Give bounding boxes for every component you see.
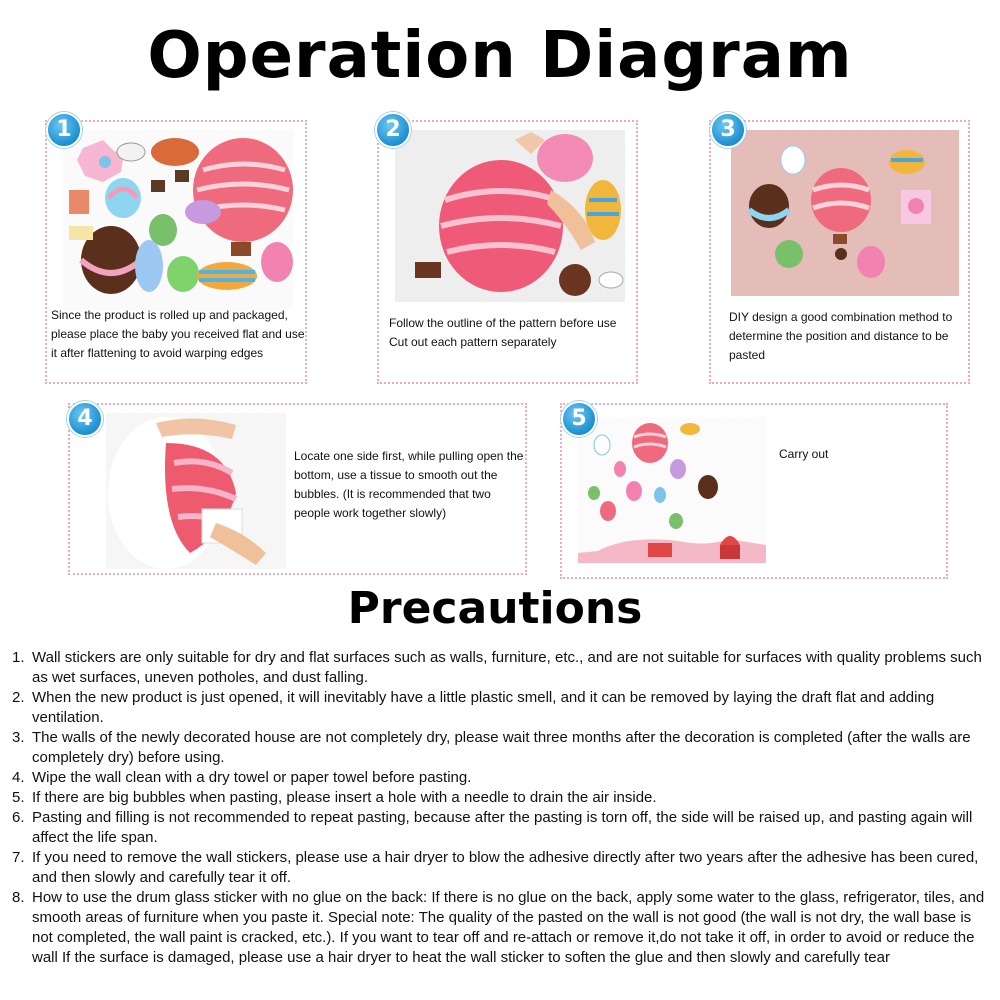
precaution-item	[12, 888, 996, 968]
page-title: Operation Diagram	[147, 19, 853, 93]
precaution-text: When the new product is just opened, it will inevitably have a little plastic smell, and it can be removed by laying the draft flat and adding ventilation.	[32, 689, 935, 726]
precaution-text: If there are big bubbles when pasting, please insert a hole with a needle to drain the air inside.	[32, 789, 657, 806]
precaution-item	[12, 688, 996, 728]
step-5-text: Carry out	[779, 447, 829, 461]
precaution-number: 1.	[12, 649, 25, 666]
precaution-item	[12, 808, 996, 848]
precaution-item	[12, 788, 996, 808]
step-2-text: Follow the outline of the pattern before use Cut out each pattern separately	[389, 316, 617, 349]
step-4-text: Locate one side first, while pulling open the bottom, use a tissue to smooth out the bubbles. (It is recommended that two people work together slowly)	[294, 449, 524, 520]
step-5-photo	[578, 417, 766, 563]
precaution-number: 8.	[12, 889, 25, 906]
step-5-panel	[560, 403, 948, 579]
precaution-number: 4.	[12, 769, 25, 786]
step-5-badge: 5	[561, 401, 597, 437]
step-3-badge: 3	[710, 112, 746, 148]
step-3-panel	[709, 117, 970, 384]
step-1-photo	[63, 130, 293, 310]
step-4-panel	[68, 403, 527, 575]
precautions-title: Precautions	[347, 583, 643, 634]
step-1-panel	[45, 117, 307, 384]
precaution-number: 2.	[12, 689, 25, 706]
precaution-number: 6.	[12, 809, 25, 826]
step-2-panel	[377, 117, 638, 384]
step-1-text: Since the product is rolled up and packaged, please place the baby you received flat and use it after flattening to avoid warping edges	[51, 308, 305, 360]
step-1-badge: 1	[46, 112, 82, 148]
precaution-number: 7.	[12, 849, 25, 866]
precautions-list	[12, 648, 996, 968]
precaution-text: If you need to remove the wall stickers, please use a hair dryer to blow the adhesive directly after two years after the adhesive has been cured, and then slowly and carefully tear it off.	[32, 849, 979, 886]
precaution-text: How to use the drum glass sticker with no glue on the back: If there is no glue on the back, apply some water to the glass, refrigerator, tiles, and smooth areas of furniture when you paste it. Special note: The quality of the pasted on the wall is not good (the wall is not dry, the wall base is not completed, the wall paint is cracked, etc.). If you want to tear off and re-attach or remove it,do not take it off, in order to avoid or reduce the wall If the surface is damaged, please use a hair dryer to heat the wall sticker to soften the glue and then slowly and carefully tear	[32, 889, 985, 966]
step-4-badge: 4	[67, 401, 103, 437]
step-2-photo	[395, 130, 625, 302]
precaution-text: Wall stickers are only suitable for dry and flat surfaces such as walls, furniture, etc., and are not suitable for surfaces with quality problems such as wet surfaces, uneven potholes, and dust falling.	[32, 649, 982, 686]
step-3-photo	[731, 130, 959, 296]
step-3-text: DIY design a good combination method to determine the position and distance to be pasted	[729, 310, 953, 362]
precaution-text: Pasting and filling is not recommended to repeat pasting, because after the pasting is torn off, the side will be raised up, and pasting again will affect the life span.	[32, 809, 973, 846]
precaution-item	[12, 728, 996, 768]
precaution-text: The walls of the newly decorated house are not completely dry, please wait three months after the decoration is completed (after the walls are completely dry) before using.	[32, 729, 971, 766]
precaution-item	[12, 648, 996, 688]
step-4-photo	[106, 413, 286, 569]
precaution-number: 5.	[12, 789, 25, 806]
precaution-item	[12, 848, 996, 888]
step-2-badge: 2	[375, 112, 411, 148]
precaution-item	[12, 768, 996, 788]
precaution-number: 3.	[12, 729, 25, 746]
precaution-text: Wipe the wall clean with a dry towel or paper towel before pasting.	[32, 769, 472, 786]
